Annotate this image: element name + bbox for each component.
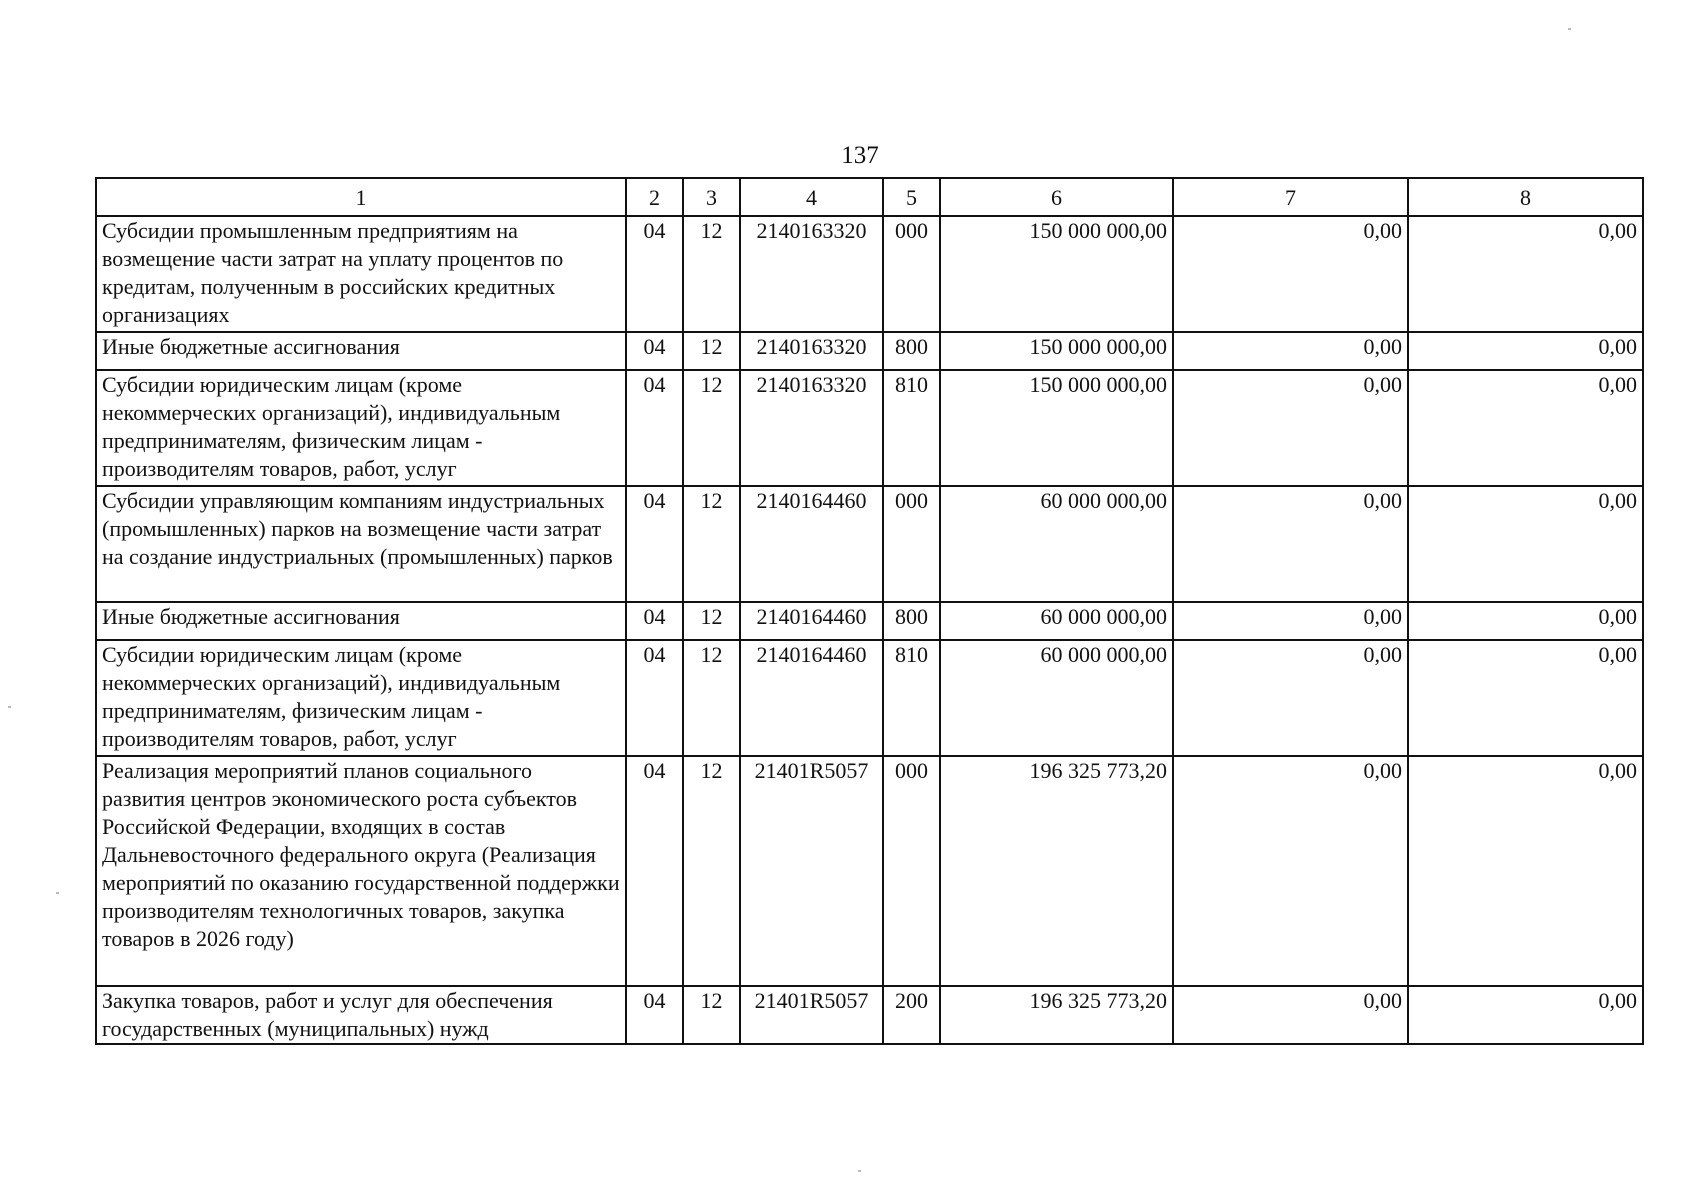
amount-col7: 0,00 [1173,486,1408,602]
column-header: 1 [96,178,626,216]
target-article-code: 21401R5057 [740,986,883,1044]
amount-col7: 0,00 [1173,602,1408,640]
subsection-code: 12 [683,756,740,986]
subsection-code: 12 [683,332,740,370]
page-number: 137 [841,142,879,169]
amount-col6: 150 000 000,00 [940,332,1173,370]
target-article-code: 2140164460 [740,602,883,640]
column-header: 8 [1408,178,1643,216]
table-row [96,332,1643,370]
section-code: 04 [626,602,683,640]
amount-col6: 60 000 000,00 [940,602,1173,640]
section-code: 04 [626,216,683,332]
table-row [96,216,1643,332]
scan-speck [858,1170,861,1172]
amount-col7: 0,00 [1173,756,1408,986]
column-header: 2 [626,178,683,216]
section-code: 04 [626,756,683,986]
expense-type-code: 810 [883,370,940,486]
amount-col7: 0,00 [1173,640,1408,756]
subsection-code: 12 [683,986,740,1044]
expense-type-code: 000 [883,216,940,332]
column-header: 4 [740,178,883,216]
amount-col8: 0,00 [1408,486,1643,602]
amount-col6: 60 000 000,00 [940,640,1173,756]
amount-col6: 150 000 000,00 [940,216,1173,332]
amount-col6: 60 000 000,00 [940,486,1173,602]
target-article-code: 2140164460 [740,640,883,756]
section-code: 04 [626,370,683,486]
table-row [96,756,1643,986]
target-article-code: 2140163320 [740,216,883,332]
expense-name: Субсидии управляющим компаниям индустриальных (промышленных) парков на возмещение части затрат на создание индустриальных (промышленных) парков [96,486,626,602]
amount-col8: 0,00 [1408,332,1643,370]
subsection-code: 12 [683,602,740,640]
column-header: 5 [883,178,940,216]
table-row [96,640,1643,756]
section-code: 04 [626,332,683,370]
expense-name: Иные бюджетные ассигнования [96,602,626,640]
subsection-code: 12 [683,370,740,486]
amount-col8: 0,00 [1408,986,1643,1044]
amount-col8: 0,00 [1408,370,1643,486]
target-article-code: 21401R5057 [740,756,883,986]
expense-type-code: 800 [883,602,940,640]
expense-type-code: 000 [883,756,940,986]
expense-name: Реализация мероприятий планов социального развития центров экономического роста субъектов Российской Федерации, входящих в состав Дальневосточного федерального округа (Реализация мероприятий по оказанию государственной поддержки производителям технологичных товаров, закупка товаров в 2026 году) [96,756,626,986]
amount-col8: 0,00 [1408,640,1643,756]
amount-col6: 150 000 000,00 [940,370,1173,486]
amount-col8: 0,00 [1408,216,1643,332]
expense-name: Субсидии юридическим лицам (кроме некоммерческих организаций), индивидуальным предпринимателям, физическим лицам - производителям товаров, работ, услуг [96,640,626,756]
amount-col6: 196 325 773,20 [940,756,1173,986]
amount-col7: 0,00 [1173,216,1408,332]
scan-speck [1568,28,1571,30]
target-article-code: 2140164460 [740,486,883,602]
column-header: 7 [1173,178,1408,216]
scan-speck [8,706,11,708]
expense-name: Субсидии промышленным предприятиям на возмещение части затрат на уплату процентов по кредитам, полученным в российских кредитных организациях [96,216,626,332]
expense-type-code: 810 [883,640,940,756]
table-row [96,486,1643,602]
amount-col7: 0,00 [1173,370,1408,486]
table-row [96,370,1643,486]
target-article-code: 2140163320 [740,370,883,486]
target-article-code: 2140163320 [740,332,883,370]
scan-speck [56,892,59,894]
section-code: 04 [626,640,683,756]
subsection-code: 12 [683,640,740,756]
expense-name: Субсидии юридическим лицам (кроме некоммерческих организаций), индивидуальным предпринимателям, физическим лицам - производителям товаров, работ, услуг [96,370,626,486]
expense-type-code: 200 [883,986,940,1044]
expense-type-code: 800 [883,332,940,370]
amount-col7: 0,00 [1173,332,1408,370]
expense-type-code: 000 [883,486,940,602]
subsection-code: 12 [683,486,740,602]
table-row [96,986,1643,1044]
amount-col7: 0,00 [1173,986,1408,1044]
column-header: 3 [683,178,740,216]
amount-col8: 0,00 [1408,602,1643,640]
expense-name: Закупка товаров, работ и услуг для обеспечения государственных (муниципальных) нужд [96,986,626,1044]
amount-col8: 0,00 [1408,756,1643,986]
section-code: 04 [626,986,683,1044]
expense-name: Иные бюджетные ассигнования [96,332,626,370]
table-row [96,602,1643,640]
budget-table [95,177,1644,1045]
section-code: 04 [626,486,683,602]
column-header: 6 [940,178,1173,216]
subsection-code: 12 [683,216,740,332]
amount-col6: 196 325 773,20 [940,986,1173,1044]
header-row [96,178,1643,216]
